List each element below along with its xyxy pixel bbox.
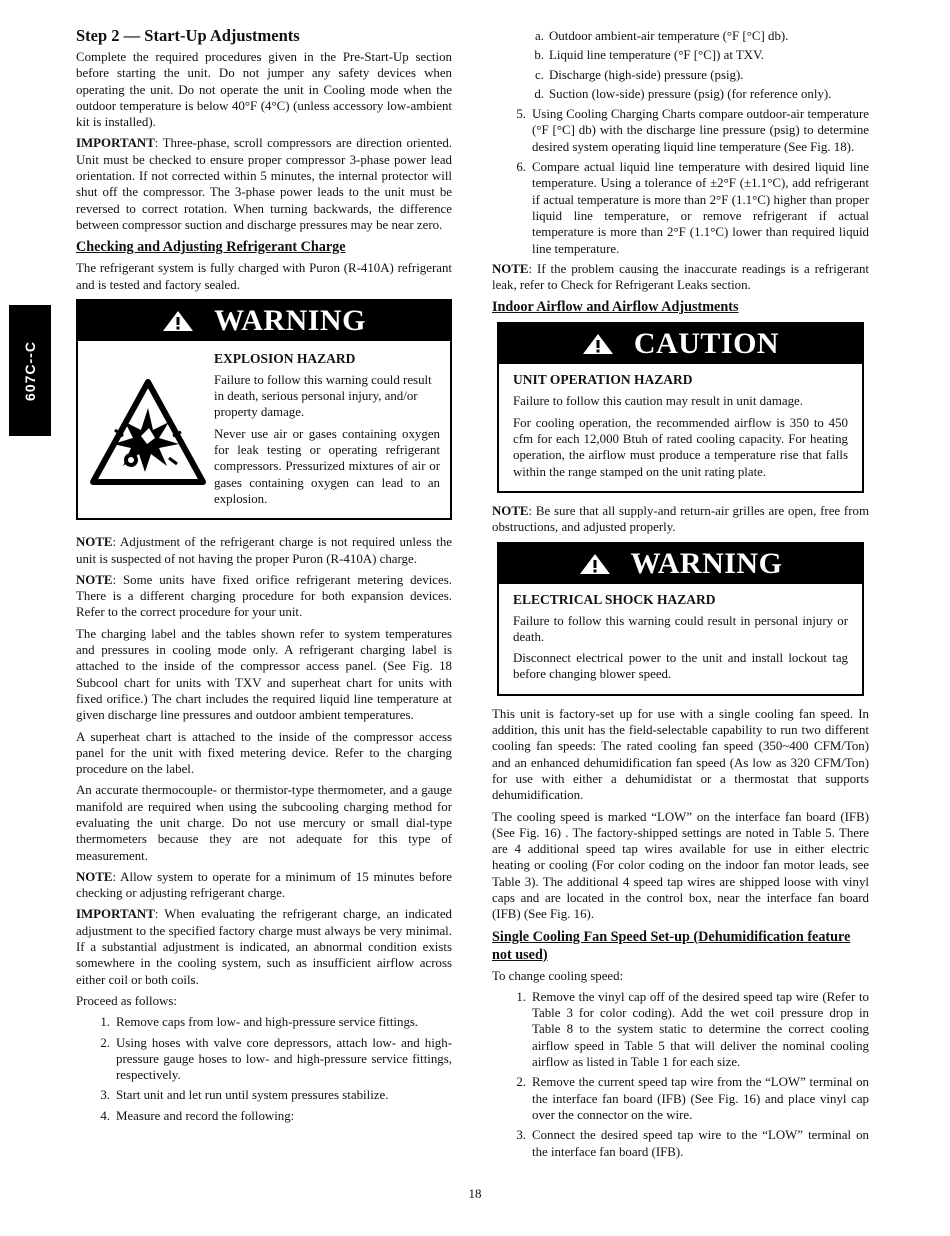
procedure-steps bbox=[76, 1014, 452, 1124]
warning-triangle-icon bbox=[579, 553, 611, 575]
warning-text: Never use air or gases containing oxygen for leak testing or operating refrigerant compressors. Pressurized mixtures of air or gases containing oxygen can lead to an explosion. bbox=[214, 426, 440, 506]
list-item: 1. Remove the vinyl cap off of the desired speed tap wire (Refer to Table 3 for color coding). Add the wet coil pressure drop in Table 8 to the system static to determine the correct cooling airflow speed in Table 5 that will deliver the nominal cooling airflow as listed in Table 1 for each size. bbox=[516, 989, 869, 1070]
list-item: 5. Using Cooling Charging Charts compare outdoor-air temperature (°F [°C] db) with the discharge line pressure (psig) to determine desired system operating liquid line temperature (See Fig. 18). bbox=[516, 107, 869, 154]
explosion-hazard-icon bbox=[89, 378, 207, 486]
measurement-sublist bbox=[492, 28, 869, 102]
paragraph: Complete the required procedures given in the Pre-Start-Up section before starting the unit. Do not jumper any safety devices when operating the unit. Do not operate the unit in Cooling mode when the outdoor temperature is below 40°F (4°C) (unless accessory low-ambient kit is installed). bbox=[76, 50, 452, 130]
note: NOTE: If the problem causing the inaccurate readings is a refrigerant leak, refer to Check for Refrigerant Leaks section. bbox=[492, 261, 869, 293]
list-item: 3. Connect the desired speed tap wire to the “LOW” terminal on the interface fan board (IFB). bbox=[516, 1128, 869, 1159]
list-item: 1. Remove caps from low- and high-pressure service fittings. bbox=[100, 1015, 419, 1030]
procedure-steps-continued bbox=[492, 106, 869, 257]
list-item: d. Suction (low-side) pressure (psig) (for reference only). bbox=[534, 86, 832, 101]
paragraph: This unit is factory-set up for use with a single cooling fan speed. In addition, this unit has the field-selectable capability to run two different cooling fan speeds: The rated cooling fan speed (350~400 CFM/Ton) and an enhanced dehumidification fan speed (As low as 320 CFM/Ton) for use with either a dehumidistat or a thermostat that supports dehumidification. bbox=[492, 706, 869, 803]
caution-text: For cooling operation, the recommended airflow is 350 to 450 cfm for each 12,000 Btuh of rated cooling capacity. For heating operation, the airflow must produce a temperature rise that falls within the range stamped on the unit rating plate. bbox=[513, 415, 848, 479]
warning-text: Failure to follow this warning could result in death, serious personal injury, and/or property damage. bbox=[214, 372, 432, 420]
warning-word: WARNING bbox=[630, 546, 783, 580]
caution-text: Failure to follow this caution may result in unit damage. bbox=[513, 394, 803, 409]
warning-triangle-icon bbox=[582, 333, 614, 355]
warning-text: Failure to follow this warning could result in personal injury or death. bbox=[513, 613, 848, 644]
warning-text: Disconnect electrical power to the unit and install lockout tag before changing blower speed. bbox=[513, 651, 848, 682]
heading-indoor-airflow: Indoor Airflow and Airflow Adjustments bbox=[492, 299, 739, 316]
note: NOTE: Adjustment of the refrigerant charge is not required unless the unit is suspected of not having the proper Puron (R-410A) charge. bbox=[76, 535, 452, 566]
heading-single-cooling-fan: Single Cooling Fan Speed Set-up (Dehumidification feature not used) bbox=[492, 928, 851, 963]
electrical-warning-box bbox=[497, 542, 864, 696]
hazard-title: EXPLOSION HAZARD bbox=[214, 350, 356, 366]
paragraph: Proceed as follows: bbox=[76, 993, 177, 1008]
list-item: b. Liquid line temperature (°F [°C]) at TXV. bbox=[534, 48, 764, 63]
list-item: 6. Compare actual liquid line temperature with desired liquid line temperature. Using a tolerance of ±2°F (±1.1°C), add refrigerant if actual temperature is more than 2°F (1.1°C) higher than proper liquid line temperature, or remove refrigerant if actual temperature is more than 2°F (1.1°C) lower than required liquid line temperature. bbox=[516, 160, 869, 256]
note: NOTE: Allow system to operate for a minimum of 15 minutes before checking or adjusting refrigerant charge. bbox=[76, 869, 452, 901]
paragraph: To change cooling speed: bbox=[492, 968, 624, 983]
paragraph: The cooling speed is marked “LOW” on the interface fan board (IFB) (See Fig. 16) . The factory-shipped settings are noted in Table 5. There are 4 additional speed tap wires available for use in either electric heating or cooling (For color coding on the indoor fan motor leads, see Table 3). The additional 4 speed tap wires are shipped loose with vinyl caps and are located in the control box, near the interface fan board (IFB) (See Fig. 16). bbox=[492, 809, 869, 922]
explosion-warning-box bbox=[76, 299, 452, 520]
paragraph: A superheat chart is attached to the inside of the compressor access panel for the unit with fixed metering device. Refer to the charging procedure on the label. bbox=[76, 729, 452, 777]
list-item: 3. Start unit and let run until system pressures stabilize. bbox=[100, 1088, 389, 1103]
page-number: 18 bbox=[468, 1186, 482, 1201]
warning-header bbox=[499, 544, 862, 584]
caution-header bbox=[499, 324, 862, 364]
section-tab bbox=[9, 305, 51, 436]
caution-word: CAUTION bbox=[633, 327, 780, 361]
caution-box bbox=[497, 322, 864, 492]
heading-refrigerant-charge: Checking and Adjusting Refrigerant Charge bbox=[76, 239, 346, 256]
warning-triangle-icon bbox=[162, 310, 194, 332]
note: NOTE: Some units have fixed orifice refrigerant metering devices. There is a different charging procedure for both expansion devices. Refer to the correct procedure for your unit. bbox=[76, 572, 452, 620]
paragraph: The refrigerant system is fully charged with Puron (R-410A) refrigerant and is tested and factory sealed. bbox=[76, 261, 452, 292]
list-item: 2. Using hoses with valve core depressors, attach low- and high-pressure gauge hoses to low- and high-pressure service fittings, respectively. bbox=[100, 1035, 452, 1083]
paragraph: IMPORTANT: When evaluating the refrigerant charge, an indicated adjustment to the specified factory charge must always be very minimal. If a substantial adjustment is indicated, an abnormal condition exists somewhere in the cooling system, such as insufficient airflow across either coil or both coils. bbox=[76, 907, 452, 987]
paragraph: IMPORTANT: Three-phase, scroll compressors are direction oriented. Unit must be checked to ensure proper compressor 3-phase power lead orientation. If not corrected within 5 minutes, the internal protector will shut off the compressor. The 3-phase power leads to the unit must be reversed to correct rotation. When turning backwards, the difference between compressor suction and discharge pressures may be near zero. bbox=[76, 136, 452, 232]
step-title: Step 2 — Start-Up Adjustments bbox=[76, 26, 300, 45]
list-item: 4. Measure and record the following: bbox=[100, 1108, 295, 1123]
list-item: 2. Remove the current speed tap wire from the “LOW” terminal on the interface fan board (IFB) (See Fig. 16) and place vinyl cap over the connector on the wire. bbox=[516, 1075, 869, 1122]
hazard-title: ELECTRICAL SHOCK HAZARD bbox=[513, 591, 716, 607]
warning-word: WARNING bbox=[214, 303, 366, 337]
hazard-title: UNIT OPERATION HAZARD bbox=[513, 372, 693, 388]
cooling-speed-steps bbox=[492, 989, 869, 1160]
section-tab-label: 607C--C bbox=[22, 340, 38, 401]
right-column bbox=[492, 28, 869, 1164]
list-item: a. Outdoor ambient-air temperature (°F [°C] db). bbox=[535, 29, 789, 43]
list-item: c. Discharge (high-side) pressure (psig). bbox=[535, 67, 744, 82]
paragraph: An accurate thermocouple- or thermistor-type thermometer, and a gauge manifold are required when using the subcooling charging method for evaluating the unit charge. Do not use mercury or small dial-type thermometers because they are not adequate for this type of measurement. bbox=[76, 783, 452, 863]
note: NOTE: Be sure that all supply-and return-air grilles are open, free from obstructions, and adjusted properly. bbox=[492, 503, 869, 535]
warning-header bbox=[78, 301, 450, 341]
paragraph: The charging label and the tables shown refer to system temperatures and pressures in cooling mode only. A refrigerant charging label is attached to the inside of the compressor access panel. (See Fig. 18 Subcool chart for units with TXV and superheat chart for units with fixed orifice.) The chart includes the required liquid line temperature at given discharge line pressures and outdoor ambient temperatures. bbox=[76, 626, 452, 723]
left-column bbox=[76, 26, 452, 1128]
